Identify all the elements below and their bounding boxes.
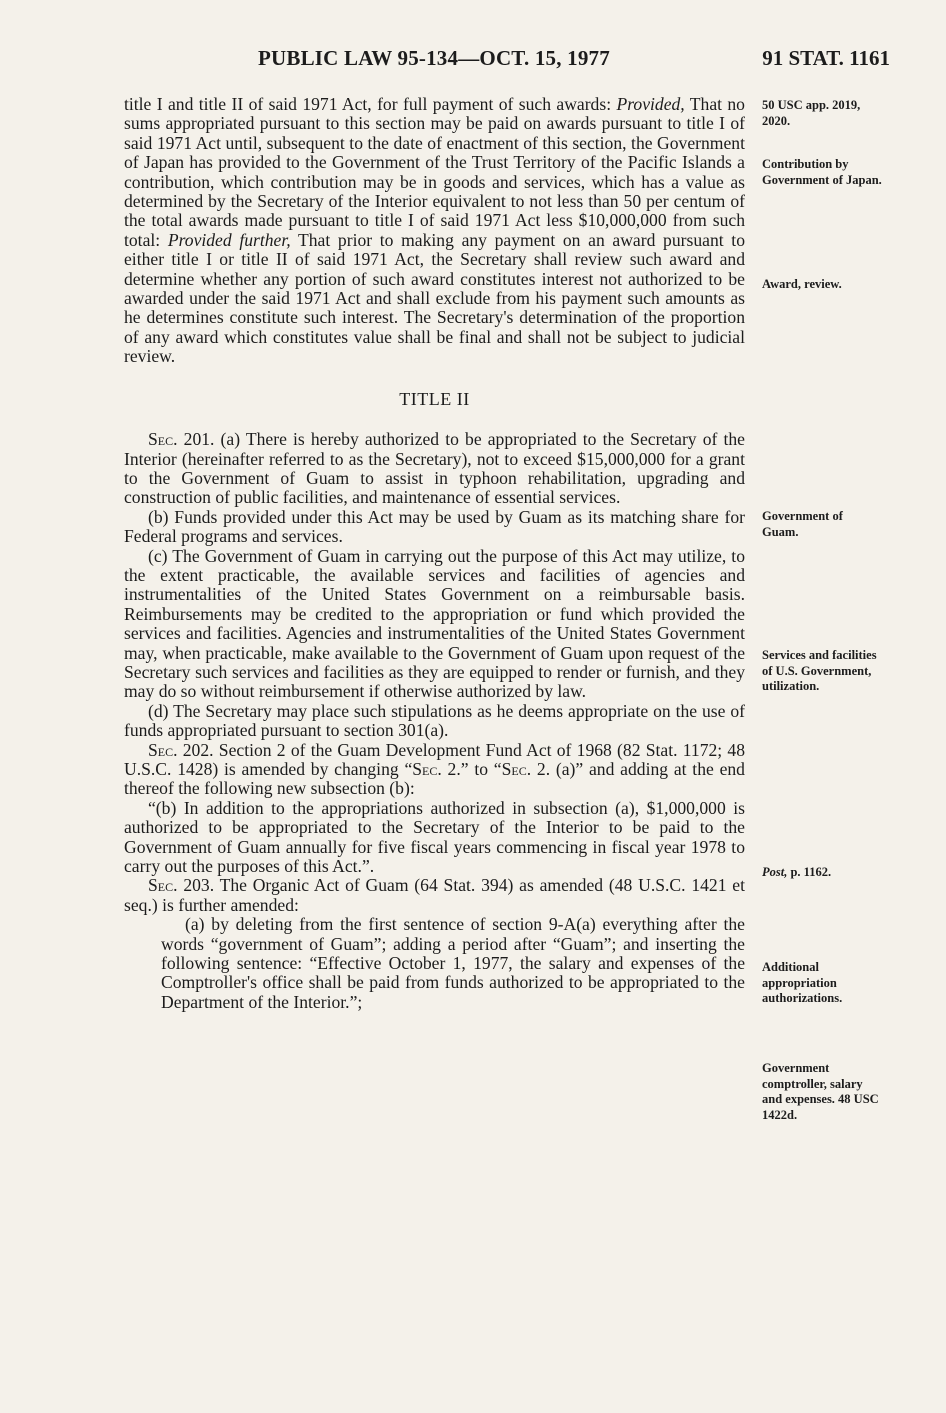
paragraph-awards: title I and title II of said 1971 Act, for full payment of such awards: Provided, That no sums appropriated pursuant to this section may be paid on awards pursuant to title I of said 1971 Act until, subsequent to the date of enactment of this section, the Government of Japan has provided to the Government of the Trust Territory of the Pacific Islands a contribution, which contribution may be in goods and services, which has a value as determined by the Secretary of the Interior equivalent to not less than 50 per centum of the total awards made pursuant to title I of said 1971 Act less $10,000,000 from such total: Provided further, That prior to making any payment on an award pursuant to either title I or title II of said 1971 Act, the Secretary shall review such award and determine whether any portion of such award constitutes interest not authorized to be awarded under the said 1971 Act and shall exclude from his payment such amounts as he determines constitute such interest. The Secretary's determination of the proportion of any award which constitutes value shall be final and shall not be subject to judicial review.: [124, 94, 745, 367]
body-text: [124, 95, 745, 1012]
page-header: [0, 46, 946, 76]
margin-note-guam: Government of Guam.: [762, 509, 843, 539]
section-202-quote: “(b) In addition to the appropriations authorized in subsection (a), $1,000,000 is authorized to be appropriated to the Secretary of the Interior to be paid to the Government of Guam annually for five fiscal years commencing in fiscal year 1978 to carry out the purposes of this Act.”.: [124, 797, 745, 877]
running-title: PUBLIC LAW 95-134—OCT. 15, 1977: [258, 46, 610, 70]
margin-note-comptroller: Government comptroller, salary and expenses. 48 USC 1422d.: [762, 1061, 879, 1122]
proviso-further: Provided further,: [167, 229, 291, 250]
margin-note-post: Post, p. 1162.: [762, 865, 832, 879]
section-201-a: Sec. 201. (a) There is hereby authorized to be appropriated to the Secretary of the Interior (hereinafter referred to as the Secretary), not to exceed $15,000,000 for a grant to the Government of Guam to assist in typhoon rehabilitation, upgrading and construction of public facilities, and maintenance of essential services.: [124, 429, 745, 508]
section-203-a: (a) by deleting from the first sentence of section 9-A(a) everything after the words “government of Guam”; adding a period after “Guam”; and inserting the following sentence: “Effective October 1, 1977, the salary and expenses of the Comptroller's office shall be paid from funds authorized to be appropriated to the Department of the Interior.”;: [161, 914, 745, 1012]
proviso: Provided,: [616, 94, 685, 114]
margin-note-services: Services and facilities of U.S. Government, utilization.: [762, 648, 877, 693]
section-201-b: (b) Funds provided under this Act may be used by Guam as its matching share for Federal programs and services.: [124, 506, 745, 547]
margin-note-japan: Contribution by Government of Japan.: [762, 157, 882, 187]
margin-note-usc: 50 USC app. 2019, 2020.: [762, 98, 861, 128]
section-201-d: (d) The Secretary may place such stipulations as he deems appropriate on the use of funds appropriated pursuant to section 301(a).: [124, 700, 745, 741]
margin-note-additional: Additional appropriation authorizations.: [762, 960, 843, 1005]
section-201-c: (c) The Government of Guam in carrying out the purpose of this Act may utilize, to the extent practicable, the available services and facilities of agencies and instrumentalities of the United States Government on a reimbursable basis. Reimbursements may be credited to the appropriation or fund which provided the services and facilities. Agencies and instrumentalities of the United States Government may, when practicable, make available to the Government of Guam upon request of the Secretary such services and facilities as they are equipped to render or furnish, and they may do so without reimbursement if otherwise authorized by law.: [124, 545, 745, 702]
title-heading: TITLE II: [399, 388, 470, 409]
section-203: Sec. 203. The Organic Act of Guam (64 Stat. 394) as amended (48 U.S.C. 1421 et seq.) is further amended:: [124, 875, 745, 915]
section-202: Sec. 202. Section 2 of the Guam Development Fund Act of 1968 (82 Stat. 1172; 48 U.S.C. 1428) is amended by changing “Sec. 2.” to “Sec. 2. (a)” and adding at the end thereof the following new subsection (b):: [124, 739, 745, 799]
page-number: 91 STAT. 1161: [762, 46, 890, 70]
margin-note-award-review: Award, review.: [762, 277, 842, 291]
